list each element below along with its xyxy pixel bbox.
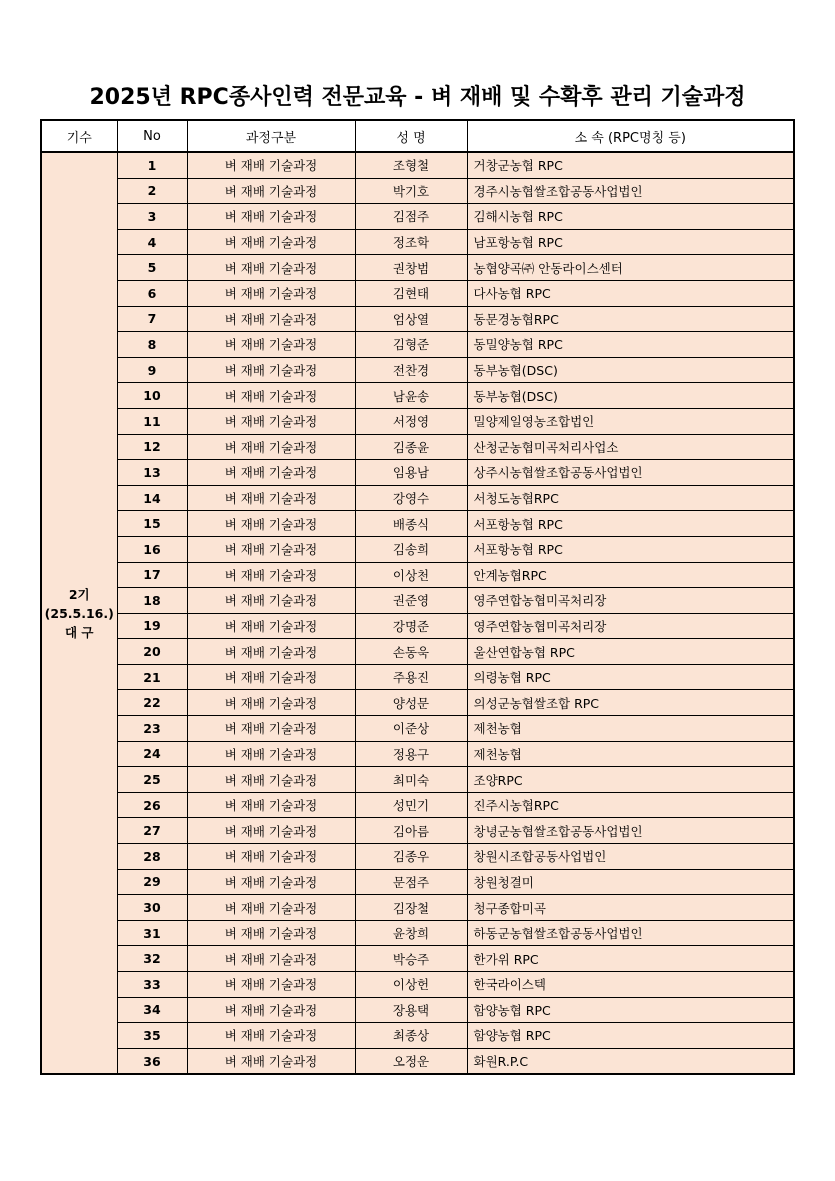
row-name: 김장철 [355,895,467,921]
row-course: 벼 재배 기술과정 [187,664,355,690]
row-affiliation: 다사농협 RPC [467,280,794,306]
header-cohort: 기수 [41,120,117,152]
row-affiliation: 진주시농협RPC [467,792,794,818]
row-course: 벼 재배 기술과정 [187,741,355,767]
row-course: 벼 재배 기술과정 [187,792,355,818]
row-course: 벼 재배 기술과정 [187,562,355,588]
row-affiliation: 한국라이스텍 [467,972,794,998]
row-name: 손동욱 [355,639,467,665]
row-course: 벼 재배 기술과정 [187,767,355,793]
row-course: 벼 재배 기술과정 [187,997,355,1023]
table-row [41,792,794,818]
row-number: 22 [117,690,187,716]
row-name: 이준상 [355,716,467,742]
row-affiliation: 서포항농협 RPC [467,511,794,537]
row-affiliation: 의령농협 RPC [467,664,794,690]
row-course: 벼 재배 기술과정 [187,204,355,230]
table-row [41,562,794,588]
row-name: 최종상 [355,1023,467,1049]
table-row [41,946,794,972]
table-row [41,306,794,332]
table-row [41,639,794,665]
row-name: 김점주 [355,204,467,230]
row-course: 벼 재배 기술과정 [187,255,355,281]
table-row [41,434,794,460]
table-row [41,664,794,690]
row-name: 김형준 [355,332,467,358]
row-number: 10 [117,383,187,409]
row-affiliation: 제천농협 [467,741,794,767]
row-affiliation: 안계농협RPC [467,562,794,588]
row-number: 1 [117,152,187,178]
row-course: 벼 재배 기술과정 [187,332,355,358]
table-body [41,152,794,1074]
table-row [41,485,794,511]
table-row [41,332,794,358]
row-affiliation: 의성군농협쌀조합 RPC [467,690,794,716]
row-name: 장용택 [355,997,467,1023]
table-row [41,613,794,639]
row-course: 벼 재배 기술과정 [187,460,355,486]
header-org: 소 속 (RPC명칭 등) [467,120,794,152]
row-number: 17 [117,562,187,588]
header-no: No [117,120,187,152]
row-affiliation: 함양농협 RPC [467,1023,794,1049]
row-number: 18 [117,588,187,614]
row-course: 벼 재배 기술과정 [187,1023,355,1049]
row-course: 벼 재배 기술과정 [187,485,355,511]
table-row [41,588,794,614]
row-course: 벼 재배 기술과정 [187,920,355,946]
trainee-table [40,119,795,1075]
row-number: 14 [117,485,187,511]
row-number: 6 [117,280,187,306]
table-row [41,536,794,562]
row-number: 19 [117,613,187,639]
row-name: 정용구 [355,741,467,767]
row-number: 5 [117,255,187,281]
row-name: 권준영 [355,588,467,614]
row-affiliation: 거창군농협 RPC [467,152,794,178]
row-name: 엄상열 [355,306,467,332]
row-name: 김종윤 [355,434,467,460]
row-number: 21 [117,664,187,690]
row-affiliation: 서청도농협RPC [467,485,794,511]
table-row [41,1023,794,1049]
row-name: 배종식 [355,511,467,537]
table-row [41,408,794,434]
row-number: 13 [117,460,187,486]
row-name: 이상헌 [355,972,467,998]
row-name: 조형철 [355,152,467,178]
row-name: 양성문 [355,690,467,716]
table-row [41,511,794,537]
cohort-line3: 대 구 [64,624,94,640]
row-number: 20 [117,639,187,665]
row-number: 9 [117,357,187,383]
row-affiliation: 청구종합미곡 [467,895,794,921]
row-affiliation: 창원시조합공동사업법인 [467,844,794,870]
row-name: 김아름 [355,818,467,844]
row-name: 김종우 [355,844,467,870]
row-course: 벼 재배 기술과정 [187,895,355,921]
table-row [41,767,794,793]
row-affiliation: 영주연합농협미곡처리장 [467,613,794,639]
row-course: 벼 재배 기술과정 [187,588,355,614]
header-course: 과정구분 [187,120,355,152]
row-number: 30 [117,895,187,921]
row-course: 벼 재배 기술과정 [187,972,355,998]
row-course: 벼 재배 기술과정 [187,613,355,639]
row-affiliation: 창원청결미 [467,869,794,895]
table-row [41,229,794,255]
row-affiliation: 산청군농협미곡처리사업소 [467,434,794,460]
table-row [41,152,794,178]
row-number: 3 [117,204,187,230]
row-number: 2 [117,178,187,204]
row-number: 25 [117,767,187,793]
row-course: 벼 재배 기술과정 [187,844,355,870]
row-affiliation: 동부농협(DSC) [467,383,794,409]
table-row [41,869,794,895]
row-course: 벼 재배 기술과정 [187,383,355,409]
row-name: 임용남 [355,460,467,486]
row-name: 문점주 [355,869,467,895]
row-affiliation: 영주연합농협미곡처리장 [467,588,794,614]
row-number: 8 [117,332,187,358]
row-affiliation: 동문경농협RPC [467,306,794,332]
row-number: 36 [117,1048,187,1074]
row-name: 김현태 [355,280,467,306]
row-name: 이상천 [355,562,467,588]
row-name: 성민기 [355,792,467,818]
table-header-row [41,120,794,152]
row-course: 벼 재배 기술과정 [187,716,355,742]
row-course: 벼 재배 기술과정 [187,280,355,306]
row-name: 주용진 [355,664,467,690]
row-affiliation: 상주시농협쌀조합공동사업법인 [467,460,794,486]
row-name: 김송희 [355,536,467,562]
row-name: 서정영 [355,408,467,434]
row-name: 오정운 [355,1048,467,1074]
row-number: 23 [117,716,187,742]
table-row [41,383,794,409]
row-course: 벼 재배 기술과정 [187,306,355,332]
page-title: 2025년 RPC종사인력 전문교육 - 벼 재배 및 수확후 관리 기술과정 [89,85,746,110]
row-affiliation: 서포항농협 RPC [467,536,794,562]
row-affiliation: 동부농협(DSC) [467,357,794,383]
row-number: 4 [117,229,187,255]
row-name: 권창범 [355,255,467,281]
table-row [41,280,794,306]
row-affiliation: 화원R.P.C [467,1048,794,1074]
row-course: 벼 재배 기술과정 [187,946,355,972]
table-row [41,716,794,742]
row-course: 벼 재배 기술과정 [187,690,355,716]
row-affiliation: 밀양제일영농조합법인 [467,408,794,434]
row-affiliation: 조양RPC [467,767,794,793]
row-course: 벼 재배 기술과정 [187,434,355,460]
row-affiliation: 울산연합농협 RPC [467,639,794,665]
table-row [41,1048,794,1074]
row-number: 26 [117,792,187,818]
table-row [41,690,794,716]
table-row [41,255,794,281]
row-course: 벼 재배 기술과정 [187,178,355,204]
row-number: 16 [117,536,187,562]
row-affiliation: 김해시농협 RPC [467,204,794,230]
row-number: 33 [117,972,187,998]
row-affiliation: 창녕군농협쌀조합공동사업법인 [467,818,794,844]
table-row [41,178,794,204]
table-row [41,818,794,844]
row-name: 강영수 [355,485,467,511]
row-number: 31 [117,920,187,946]
row-number: 34 [117,997,187,1023]
table-row [41,204,794,230]
row-course: 벼 재배 기술과정 [187,1048,355,1074]
row-name: 강명준 [355,613,467,639]
row-number: 15 [117,511,187,537]
row-affiliation: 하동군농협쌀조합공동사업법인 [467,920,794,946]
row-number: 7 [117,306,187,332]
row-number: 28 [117,844,187,870]
row-course: 벼 재배 기술과정 [187,357,355,383]
table-row [41,844,794,870]
row-course: 벼 재배 기술과정 [187,511,355,537]
row-course: 벼 재배 기술과정 [187,408,355,434]
row-affiliation: 제천농협 [467,716,794,742]
row-number: 27 [117,818,187,844]
table-row [41,741,794,767]
table-row [41,895,794,921]
row-number: 29 [117,869,187,895]
table-row [41,460,794,486]
table-row [41,920,794,946]
row-name: 남윤송 [355,383,467,409]
cohort-line2: (25.5.16.) [44,605,114,621]
row-affiliation: 동밀양농협 RPC [467,332,794,358]
row-number: 35 [117,1023,187,1049]
row-affiliation: 경주시농협쌀조합공동사업법인 [467,178,794,204]
row-course: 벼 재배 기술과정 [187,536,355,562]
row-affiliation: 함양농협 RPC [467,997,794,1023]
table-row [41,972,794,998]
table-row [41,997,794,1023]
row-number: 12 [117,434,187,460]
cohort-cell [41,152,117,1074]
row-name: 최미숙 [355,767,467,793]
row-course: 벼 재배 기술과정 [187,869,355,895]
row-name: 박승주 [355,946,467,972]
row-course: 벼 재배 기술과정 [187,818,355,844]
row-affiliation: 남포항농협 RPC [467,229,794,255]
row-affiliation: 한가위 RPC [467,946,794,972]
table-row [41,357,794,383]
row-course: 벼 재배 기술과정 [187,229,355,255]
row-number: 11 [117,408,187,434]
header-name: 성 명 [355,120,467,152]
row-name: 윤창희 [355,920,467,946]
row-course: 벼 재배 기술과정 [187,152,355,178]
row-course: 벼 재배 기술과정 [187,639,355,665]
row-number: 32 [117,946,187,972]
row-name: 박기호 [355,178,467,204]
row-number: 24 [117,741,187,767]
row-name: 전찬경 [355,357,467,383]
row-name: 정조학 [355,229,467,255]
cohort-line1: 2기 [68,586,90,602]
row-affiliation: 농협양곡㈜ 안동라이스센터 [467,255,794,281]
